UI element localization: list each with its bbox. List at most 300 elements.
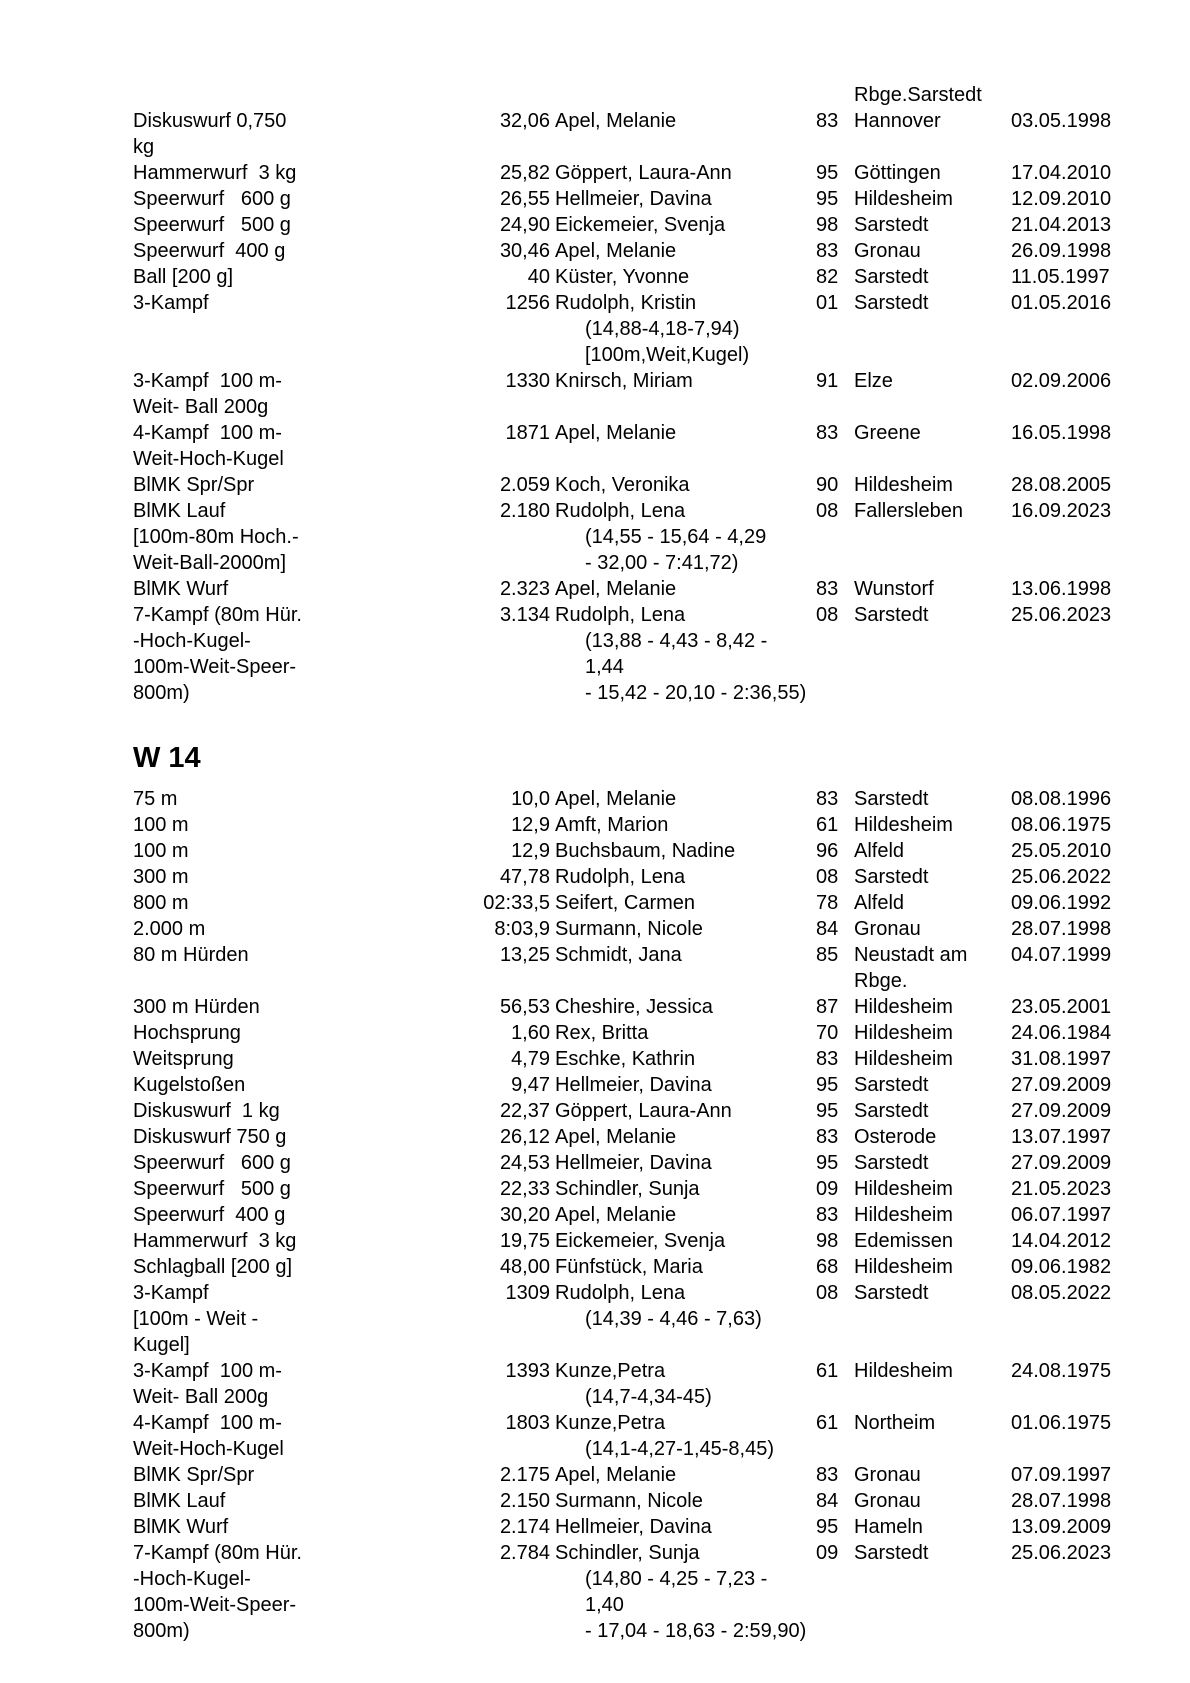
city-cell bbox=[848, 264, 1005, 290]
city-cell bbox=[848, 1410, 1005, 1436]
record-row bbox=[133, 1280, 1190, 1358]
performance-cell bbox=[460, 238, 550, 264]
birth-year-cell bbox=[810, 576, 848, 602]
discipline-line: 3-Kampf 100 m- bbox=[133, 1360, 282, 1382]
performance-cell bbox=[460, 1280, 550, 1306]
discipline-cell bbox=[133, 602, 460, 706]
athlete-cell bbox=[550, 82, 810, 83]
performance-cell bbox=[460, 160, 550, 186]
performance-value: 2.784 bbox=[499, 1542, 550, 1564]
discipline-line: 2.000 m bbox=[133, 918, 206, 940]
record-row bbox=[133, 1358, 1190, 1410]
discipline-line: Speerwurf 600 g bbox=[133, 188, 291, 210]
athlete-cell bbox=[550, 290, 810, 368]
performance-cell bbox=[460, 1072, 550, 1098]
performance-cell bbox=[460, 1124, 550, 1150]
performance-cell bbox=[460, 264, 550, 290]
athlete-cell bbox=[550, 368, 810, 394]
date-cell bbox=[1005, 212, 1135, 238]
athlete-cell bbox=[550, 1176, 810, 1202]
city-line: Hildesheim bbox=[854, 188, 953, 210]
performance-detail-line: (13,88 - 4,43 - 8,42 - 1,44 bbox=[585, 630, 773, 678]
discipline-line: 4-Kampf 100 m- bbox=[133, 1412, 282, 1434]
athlete-name: Hellmeier, Davina bbox=[555, 188, 712, 210]
discipline-cell bbox=[133, 1514, 460, 1540]
city-line: Greene bbox=[854, 422, 921, 444]
record-date: 28.07.1998 bbox=[1011, 918, 1112, 940]
discipline-line: BlMK Lauf bbox=[133, 1490, 226, 1512]
city-line: Sarstedt bbox=[854, 1074, 929, 1096]
record-row bbox=[133, 1150, 1190, 1176]
birth-year-cell bbox=[810, 838, 848, 864]
birth-year: 90 bbox=[816, 474, 839, 496]
discipline-line: 7-Kampf (80m Hür. bbox=[133, 1542, 302, 1564]
discipline-cell bbox=[133, 160, 460, 186]
discipline-line: Ball [200 g] bbox=[133, 266, 234, 288]
city-cell bbox=[848, 368, 1005, 394]
birth-year: 98 bbox=[816, 1230, 839, 1252]
athlete-cell bbox=[550, 1488, 810, 1514]
record-row bbox=[133, 186, 1190, 212]
performance-cell bbox=[460, 1358, 550, 1384]
city-line: Göttingen bbox=[854, 162, 941, 184]
city-line: Sarstedt bbox=[854, 1282, 929, 1304]
city-line: Hildesheim bbox=[854, 1022, 953, 1044]
record-date: 02.09.2006 bbox=[1011, 370, 1112, 392]
discipline-line: [100m-80m Hoch.- bbox=[133, 526, 299, 548]
birth-year-cell bbox=[810, 238, 848, 264]
athlete-cell bbox=[550, 864, 810, 890]
performance-cell bbox=[460, 108, 550, 134]
birth-year-cell bbox=[810, 994, 848, 1020]
record-date: 25.06.2022 bbox=[1011, 866, 1112, 888]
performance-detail-line: - 15,42 - 20,10 - 2:36,55) bbox=[585, 682, 807, 704]
date-cell bbox=[1005, 994, 1135, 1020]
performance-cell bbox=[460, 1176, 550, 1202]
performance-cell bbox=[460, 1254, 550, 1280]
birth-year: 83 bbox=[816, 1126, 839, 1148]
record-row bbox=[133, 838, 1190, 864]
record-row bbox=[133, 1046, 1190, 1072]
discipline-cell bbox=[133, 472, 460, 498]
city-cell bbox=[848, 1072, 1005, 1098]
athlete-cell bbox=[550, 1410, 810, 1462]
performance-cell bbox=[460, 290, 550, 316]
discipline-line: Hammerwurf 3 kg bbox=[133, 162, 297, 184]
birth-year-cell bbox=[810, 1358, 848, 1384]
athlete-name: Eschke, Kathrin bbox=[555, 1048, 696, 1070]
date-cell bbox=[1005, 1046, 1135, 1072]
records-content bbox=[133, 82, 1190, 1644]
athlete-name: Cheshire, Jessica bbox=[555, 996, 713, 1018]
record-row bbox=[133, 1176, 1190, 1202]
record-date: 04.07.1999 bbox=[1011, 944, 1112, 966]
athlete-name: Kunze,Petra bbox=[555, 1360, 666, 1382]
performance-value: 25,82 bbox=[499, 162, 550, 184]
record-date: 25.06.2023 bbox=[1011, 1542, 1112, 1564]
record-row bbox=[133, 1124, 1190, 1150]
performance-value: 22,33 bbox=[499, 1178, 550, 1200]
date-cell bbox=[1005, 82, 1135, 83]
birth-year: 83 bbox=[816, 1204, 839, 1226]
city-cell bbox=[848, 1202, 1005, 1228]
athlete-cell bbox=[550, 186, 810, 212]
performance-value: 02:33,5 bbox=[483, 892, 550, 914]
discipline-line: Weit- Ball 200g bbox=[133, 396, 269, 418]
date-cell bbox=[1005, 1020, 1135, 1046]
city-line: Sarstedt bbox=[854, 1542, 929, 1564]
record-row bbox=[133, 290, 1190, 368]
performance-cell bbox=[460, 890, 550, 916]
city-line: Osterode bbox=[854, 1126, 937, 1148]
record-row bbox=[133, 1072, 1190, 1098]
performance-cell bbox=[460, 864, 550, 890]
record-date: 01.05.2016 bbox=[1011, 292, 1112, 314]
section-heading: W 14 bbox=[133, 742, 201, 774]
discipline-line: 100m-Weit-Speer- bbox=[133, 1594, 297, 1616]
discipline-line: 300 m bbox=[133, 866, 189, 888]
record-row bbox=[133, 1540, 1190, 1644]
record-row bbox=[133, 160, 1190, 186]
date-cell bbox=[1005, 1462, 1135, 1488]
date-cell bbox=[1005, 108, 1135, 134]
city-line: Gronau bbox=[854, 1464, 921, 1486]
performance-value: 19,75 bbox=[499, 1230, 550, 1252]
birth-year: 85 bbox=[816, 944, 839, 966]
discipline-cell bbox=[133, 368, 460, 420]
date-cell bbox=[1005, 1280, 1135, 1306]
discipline-line: Schlagball [200 g] bbox=[133, 1256, 293, 1278]
city-line: Wunstorf bbox=[854, 578, 934, 600]
athlete-cell bbox=[550, 1228, 810, 1254]
discipline-line: -Hoch-Kugel- bbox=[133, 630, 251, 652]
date-cell bbox=[1005, 1202, 1135, 1228]
discipline-line: Weitsprung bbox=[133, 1048, 234, 1070]
record-date: 16.09.2023 bbox=[1011, 500, 1112, 522]
athlete-name: Hellmeier, Davina bbox=[555, 1074, 712, 1096]
performance-value: 12,9 bbox=[511, 814, 550, 836]
record-row bbox=[133, 1514, 1190, 1540]
athlete-cell bbox=[550, 1150, 810, 1176]
performance-cell bbox=[460, 1202, 550, 1228]
record-row bbox=[133, 864, 1190, 890]
city-cell bbox=[848, 890, 1005, 916]
discipline-line: 7-Kampf (80m Hür. bbox=[133, 604, 302, 626]
date-cell bbox=[1005, 1150, 1135, 1176]
birth-year-cell bbox=[810, 472, 848, 498]
performance-cell bbox=[460, 1020, 550, 1046]
city-line: Gronau bbox=[854, 918, 921, 940]
birth-year-cell bbox=[810, 160, 848, 186]
record-row bbox=[133, 238, 1190, 264]
birth-year: 61 bbox=[816, 1360, 839, 1382]
performance-cell bbox=[460, 1046, 550, 1072]
performance-value: 30,46 bbox=[499, 240, 550, 262]
athlete-cell bbox=[550, 916, 810, 942]
record-date: 08.06.1975 bbox=[1011, 814, 1112, 836]
city-line: Sarstedt bbox=[854, 214, 929, 236]
date-cell bbox=[1005, 1072, 1135, 1098]
discipline-cell bbox=[133, 1150, 460, 1176]
city-line: Edemissen bbox=[854, 1230, 953, 1252]
record-row bbox=[133, 994, 1190, 1020]
record-date: 01.06.1975 bbox=[1011, 1412, 1112, 1434]
performance-value: 32,06 bbox=[499, 110, 550, 132]
birth-year: 08 bbox=[816, 500, 839, 522]
discipline-line: Speerwurf 600 g bbox=[133, 1152, 291, 1174]
city-line: Hildesheim bbox=[854, 1048, 953, 1070]
performance-value: 30,20 bbox=[499, 1204, 550, 1226]
city-line: Sarstedt bbox=[854, 866, 929, 888]
record-date: 27.09.2009 bbox=[1011, 1152, 1112, 1174]
athlete-name: Buchsbaum, Nadine bbox=[555, 840, 736, 862]
discipline-cell bbox=[133, 1202, 460, 1228]
date-cell bbox=[1005, 1176, 1135, 1202]
date-cell bbox=[1005, 290, 1135, 316]
performance-value: 2.059 bbox=[499, 474, 550, 496]
record-date: 13.06.1998 bbox=[1011, 578, 1112, 600]
athlete-name: Amft, Marion bbox=[555, 814, 669, 836]
performance-cell bbox=[460, 1098, 550, 1124]
city-line: Sarstedt bbox=[854, 1152, 929, 1174]
discipline-line: BlMK Lauf bbox=[133, 500, 226, 522]
date-cell bbox=[1005, 1410, 1135, 1436]
performance-value: 2.323 bbox=[499, 578, 550, 600]
discipline-cell bbox=[133, 82, 460, 83]
birth-year: 95 bbox=[816, 1516, 839, 1538]
record-row bbox=[133, 498, 1190, 576]
record-date: 08.08.1996 bbox=[1011, 788, 1112, 810]
birth-year-cell bbox=[810, 498, 848, 524]
city-cell bbox=[848, 786, 1005, 812]
birth-year: 09 bbox=[816, 1542, 839, 1564]
performance-value: 48,00 bbox=[499, 1256, 550, 1278]
birth-year: 84 bbox=[816, 1490, 839, 1512]
performance-cell bbox=[460, 420, 550, 446]
performance-cell bbox=[460, 1228, 550, 1254]
date-cell bbox=[1005, 602, 1135, 628]
athlete-name: Knirsch, Miriam bbox=[555, 370, 693, 392]
record-date: 24.06.1984 bbox=[1011, 1022, 1112, 1044]
discipline-line: 100m-Weit-Speer- bbox=[133, 656, 297, 678]
performance-detail-line: - 32,00 - 7:41,72) bbox=[585, 552, 739, 574]
city-line: Hildesheim bbox=[854, 474, 953, 496]
discipline-cell bbox=[133, 786, 460, 812]
discipline-line: Kugel] bbox=[133, 1334, 190, 1356]
performance-value: 26,12 bbox=[499, 1126, 550, 1148]
athlete-name: Schindler, Sunja bbox=[555, 1178, 700, 1200]
athlete-name: Apel, Melanie bbox=[555, 1126, 677, 1148]
discipline-line: 75 m bbox=[133, 788, 178, 810]
record-row bbox=[133, 602, 1190, 706]
birth-year: 95 bbox=[816, 1100, 839, 1122]
date-cell bbox=[1005, 942, 1135, 968]
city-line: Rbge.Sarstedt bbox=[854, 84, 982, 106]
birth-year-cell bbox=[810, 1410, 848, 1436]
athlete-cell bbox=[550, 1202, 810, 1228]
birth-year-cell bbox=[810, 1020, 848, 1046]
athlete-cell bbox=[550, 1358, 810, 1410]
city-cell bbox=[848, 186, 1005, 212]
athlete-cell bbox=[550, 212, 810, 238]
performance-value: 10,0 bbox=[511, 788, 550, 810]
discipline-line: Kugelstoßen bbox=[133, 1074, 246, 1096]
athlete-name: Apel, Melanie bbox=[555, 240, 677, 262]
city-cell bbox=[848, 420, 1005, 446]
birth-year: 83 bbox=[816, 578, 839, 600]
city-line: Hildesheim bbox=[854, 1178, 953, 1200]
birth-year-cell bbox=[810, 1202, 848, 1228]
discipline-line: Diskuswurf 0,750 bbox=[133, 110, 287, 132]
date-cell bbox=[1005, 160, 1135, 186]
athlete-name: Apel, Melanie bbox=[555, 422, 677, 444]
discipline-line: Speerwurf 400 g bbox=[133, 1204, 286, 1226]
date-cell bbox=[1005, 1098, 1135, 1124]
athlete-cell bbox=[550, 1124, 810, 1150]
date-cell bbox=[1005, 838, 1135, 864]
record-date: 13.09.2009 bbox=[1011, 1516, 1112, 1538]
birth-year: 95 bbox=[816, 188, 839, 210]
discipline-line: 3-Kampf bbox=[133, 1282, 209, 1304]
performance-value: 2.174 bbox=[499, 1516, 550, 1538]
performance-value: 47,78 bbox=[499, 866, 550, 888]
date-cell bbox=[1005, 1124, 1135, 1150]
athlete-name: Rudolph, Lena bbox=[555, 500, 686, 522]
city-cell bbox=[848, 602, 1005, 628]
city-cell bbox=[848, 942, 1005, 994]
record-date: 07.09.1997 bbox=[1011, 1464, 1112, 1486]
city-cell bbox=[848, 1280, 1005, 1306]
record-date: 31.08.1997 bbox=[1011, 1048, 1112, 1070]
birth-year-cell bbox=[810, 290, 848, 316]
record-date: 08.05.2022 bbox=[1011, 1282, 1112, 1304]
date-cell bbox=[1005, 786, 1135, 812]
performance-value: 4,79 bbox=[511, 1048, 550, 1070]
city-line: Hildesheim bbox=[854, 1204, 953, 1226]
discipline-cell bbox=[133, 108, 460, 160]
birth-year-cell bbox=[810, 420, 848, 446]
birth-year: 78 bbox=[816, 892, 839, 914]
performance-value: 1256 bbox=[505, 292, 550, 314]
city-cell bbox=[848, 1358, 1005, 1384]
athlete-cell bbox=[550, 1540, 810, 1644]
date-cell bbox=[1005, 238, 1135, 264]
record-row bbox=[133, 786, 1190, 812]
city-line: Sarstedt bbox=[854, 788, 929, 810]
birth-year: 84 bbox=[816, 918, 839, 940]
athlete-cell bbox=[550, 1020, 810, 1046]
discipline-cell bbox=[133, 1098, 460, 1124]
city-cell bbox=[848, 238, 1005, 264]
performance-value: 24,53 bbox=[499, 1152, 550, 1174]
performance-cell bbox=[460, 1150, 550, 1176]
date-cell bbox=[1005, 864, 1135, 890]
athlete-name: Eickemeier, Svenja bbox=[555, 214, 726, 236]
performance-cell bbox=[460, 1410, 550, 1436]
city-cell bbox=[848, 994, 1005, 1020]
city-cell bbox=[848, 1254, 1005, 1280]
birth-year-cell bbox=[810, 1228, 848, 1254]
performance-detail-line: - 17,04 - 18,63 - 2:59,90) bbox=[585, 1620, 807, 1642]
athlete-name: Surmann, Nicole bbox=[555, 1490, 703, 1512]
date-cell bbox=[1005, 890, 1135, 916]
performance-cell bbox=[460, 1540, 550, 1566]
city-line: Hildesheim bbox=[854, 1256, 953, 1278]
discipline-cell bbox=[133, 1124, 460, 1150]
discipline-line: Weit-Ball-2000m] bbox=[133, 552, 287, 574]
record-row bbox=[133, 108, 1190, 160]
discipline-line: Speerwurf 500 g bbox=[133, 1178, 291, 1200]
birth-year: 82 bbox=[816, 266, 839, 288]
discipline-line: Diskuswurf 1 kg bbox=[133, 1100, 280, 1122]
city-cell bbox=[848, 1462, 1005, 1488]
athlete-cell bbox=[550, 420, 810, 446]
city-line: Hildesheim bbox=[854, 814, 953, 836]
performance-cell bbox=[460, 994, 550, 1020]
athlete-cell bbox=[550, 994, 810, 1020]
birth-year: 83 bbox=[816, 788, 839, 810]
discipline-cell bbox=[133, 838, 460, 864]
discipline-line: 100 m bbox=[133, 814, 189, 836]
athlete-name: Apel, Melanie bbox=[555, 578, 677, 600]
record-row bbox=[133, 420, 1190, 472]
athlete-cell bbox=[550, 942, 810, 968]
birth-year: 08 bbox=[816, 1282, 839, 1304]
performance-cell bbox=[460, 916, 550, 942]
city-cell bbox=[848, 1488, 1005, 1514]
discipline-line: 800 m bbox=[133, 892, 189, 914]
athlete-name: Rudolph, Kristin bbox=[555, 292, 697, 314]
birth-year-cell bbox=[810, 212, 848, 238]
city-cell bbox=[848, 82, 1005, 108]
record-row bbox=[133, 1488, 1190, 1514]
discipline-cell bbox=[133, 1046, 460, 1072]
birth-year-cell bbox=[810, 1254, 848, 1280]
performance-value: 22,37 bbox=[499, 1100, 550, 1122]
performance-value: 9,47 bbox=[511, 1074, 550, 1096]
city-line: Hameln bbox=[854, 1516, 923, 1538]
record-row bbox=[133, 212, 1190, 238]
discipline-cell bbox=[133, 1488, 460, 1514]
performance-detail-line: (14,39 - 4,46 - 7,63) bbox=[585, 1308, 762, 1330]
performance-value: 2.150 bbox=[499, 1490, 550, 1512]
birth-year: 01 bbox=[816, 292, 839, 314]
performance-cell bbox=[460, 368, 550, 394]
discipline-cell bbox=[133, 1462, 460, 1488]
performance-cell bbox=[460, 472, 550, 498]
record-date: 23.05.2001 bbox=[1011, 996, 1112, 1018]
birth-year-cell bbox=[810, 186, 848, 212]
performance-detail-line: (14,1-4,27-1,45-8,45) bbox=[585, 1438, 775, 1460]
birth-year: 98 bbox=[816, 214, 839, 236]
date-cell bbox=[1005, 1228, 1135, 1254]
discipline-cell bbox=[133, 238, 460, 264]
birth-year: 83 bbox=[816, 1464, 839, 1486]
city-line: Fallersleben bbox=[854, 500, 963, 522]
performance-value: 1803 bbox=[505, 1412, 550, 1434]
athlete-cell bbox=[550, 264, 810, 290]
city-line: Gronau bbox=[854, 240, 921, 262]
date-cell bbox=[1005, 812, 1135, 838]
discipline-line: 3-Kampf bbox=[133, 292, 209, 314]
athlete-cell bbox=[550, 1254, 810, 1280]
city-cell bbox=[848, 1540, 1005, 1566]
performance-cell bbox=[460, 1514, 550, 1540]
athlete-name: Koch, Veronika bbox=[555, 474, 690, 496]
athlete-name: Apel, Melanie bbox=[555, 788, 677, 810]
athlete-cell bbox=[550, 1098, 810, 1124]
record-row bbox=[133, 916, 1190, 942]
